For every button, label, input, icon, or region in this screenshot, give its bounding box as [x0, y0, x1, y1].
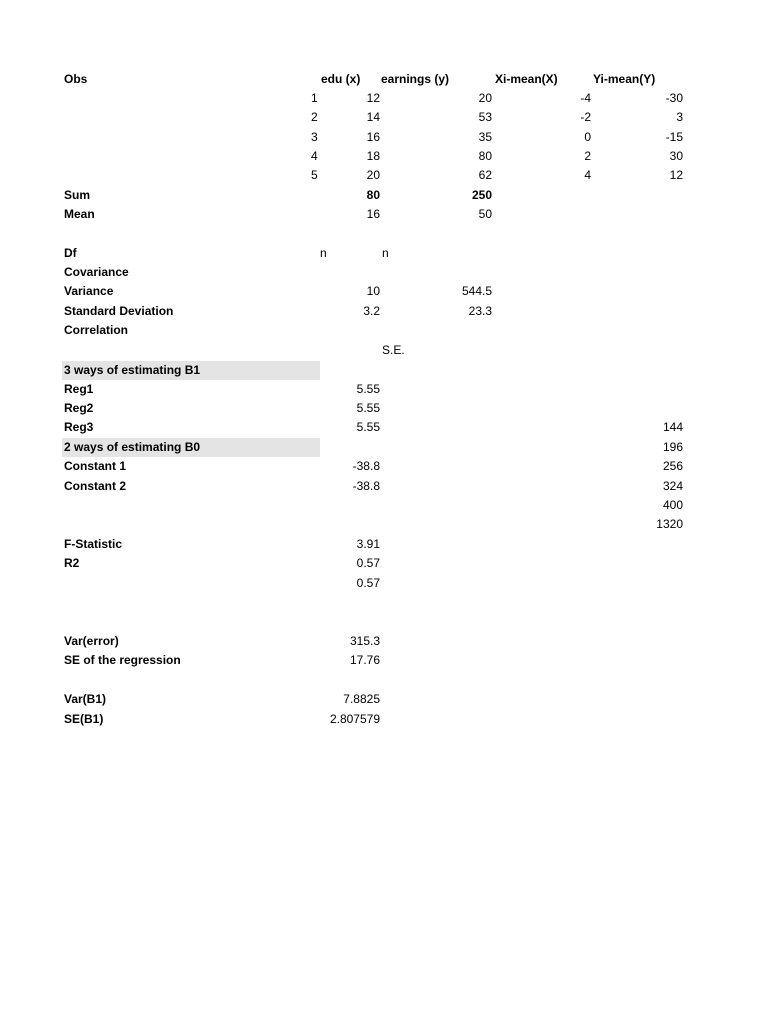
r2-value-alt: 0.57: [356, 576, 380, 590]
sum-earnings: 250: [471, 188, 492, 202]
row-earnings: 80: [478, 149, 492, 163]
se-header: S.E.: [382, 343, 405, 357]
df-label: Df: [64, 246, 77, 260]
row-ydev: -30: [665, 91, 683, 105]
df-n2: n: [382, 246, 389, 260]
row-ydev: 12: [669, 168, 683, 182]
row-obs: 1: [311, 91, 318, 105]
header-yi-mean: Yi-mean(Y): [593, 72, 656, 86]
header-earnings: earnings (y): [381, 72, 450, 86]
r2-label: R2: [64, 556, 80, 570]
constant1-label: Constant 1: [64, 459, 127, 473]
header-xi-mean: Xi-mean(X): [495, 72, 558, 86]
reg2-value: 5.55: [356, 401, 380, 415]
var-b1-label: Var(B1): [64, 692, 107, 706]
mean-label: Mean: [64, 207, 95, 221]
se-b1-label: SE(B1): [64, 712, 104, 726]
var-error-label: Var(error): [64, 634, 119, 648]
r2-value: 0.57: [356, 556, 380, 570]
square-value: 400: [662, 498, 683, 512]
row-xdev: 4: [584, 168, 591, 182]
row-xdev: -4: [580, 91, 591, 105]
square-value: 256: [662, 459, 683, 473]
row-edu: 20: [366, 168, 380, 182]
f-statistic-label: F-Statistic: [64, 537, 123, 551]
std-dev-earnings: 23.3: [468, 304, 492, 318]
row-edu: 14: [366, 110, 380, 124]
reg3-value: 5.55: [356, 420, 380, 434]
se-regression-value: 17.76: [349, 653, 380, 667]
row-edu: 16: [366, 130, 380, 144]
variance-earnings: 544.5: [461, 284, 492, 298]
var-error-value: 315.3: [349, 634, 380, 648]
constant2-label: Constant 2: [64, 479, 127, 493]
reg3-label: Reg3: [64, 420, 94, 434]
covariance-label: Covariance: [64, 265, 129, 279]
row-xdev: -2: [580, 110, 591, 124]
row-ydev: 3: [676, 110, 683, 124]
reg1-value: 5.55: [356, 382, 380, 396]
square-value: 144: [662, 420, 683, 434]
row-earnings: 20: [478, 91, 492, 105]
square-value: 196: [662, 440, 683, 454]
constant1-value: -38.8: [352, 459, 380, 473]
row-earnings: 53: [478, 110, 492, 124]
df-n1: n: [320, 246, 327, 260]
row-earnings: 62: [478, 168, 492, 182]
sum-label: Sum: [64, 188, 91, 202]
square-sum: 1320: [656, 517, 683, 531]
row-edu: 18: [366, 149, 380, 163]
row-ydev: -15: [665, 130, 683, 144]
f-statistic-value: 3.91: [356, 537, 380, 551]
header-obs: Obs: [64, 72, 88, 86]
mean-earnings: 50: [478, 207, 492, 221]
constant2-value: -38.8: [352, 479, 380, 493]
variance-edu: 10: [366, 284, 380, 298]
se-regression-label: SE of the regression: [64, 653, 181, 667]
sum-edu: 80: [366, 188, 380, 202]
row-ydev: 30: [669, 149, 683, 163]
var-b1-value: 7.8825: [343, 692, 380, 706]
se-b1-value: 2.807579: [329, 712, 380, 726]
correlation-label: Correlation: [64, 323, 129, 337]
row-xdev: 2: [584, 149, 591, 163]
reg1-label: Reg1: [64, 382, 94, 396]
b0-section-title: 2 ways of estimating B0: [64, 440, 201, 454]
square-value: 324: [662, 479, 683, 493]
row-obs: 2: [311, 110, 318, 124]
row-obs: 3: [311, 130, 318, 144]
row-xdev: 0: [584, 130, 591, 144]
std-dev-edu: 3.2: [363, 304, 380, 318]
variance-label: Variance: [64, 284, 114, 298]
reg2-label: Reg2: [64, 401, 94, 415]
row-edu: 12: [366, 91, 380, 105]
header-edu: edu (x): [321, 72, 361, 86]
std-dev-label: Standard Deviation: [64, 304, 174, 318]
b1-section-title: 3 ways of estimating B1: [64, 363, 201, 377]
mean-edu: 16: [366, 207, 380, 221]
row-obs: 5: [311, 168, 318, 182]
row-earnings: 35: [478, 130, 492, 144]
row-obs: 4: [311, 149, 318, 163]
